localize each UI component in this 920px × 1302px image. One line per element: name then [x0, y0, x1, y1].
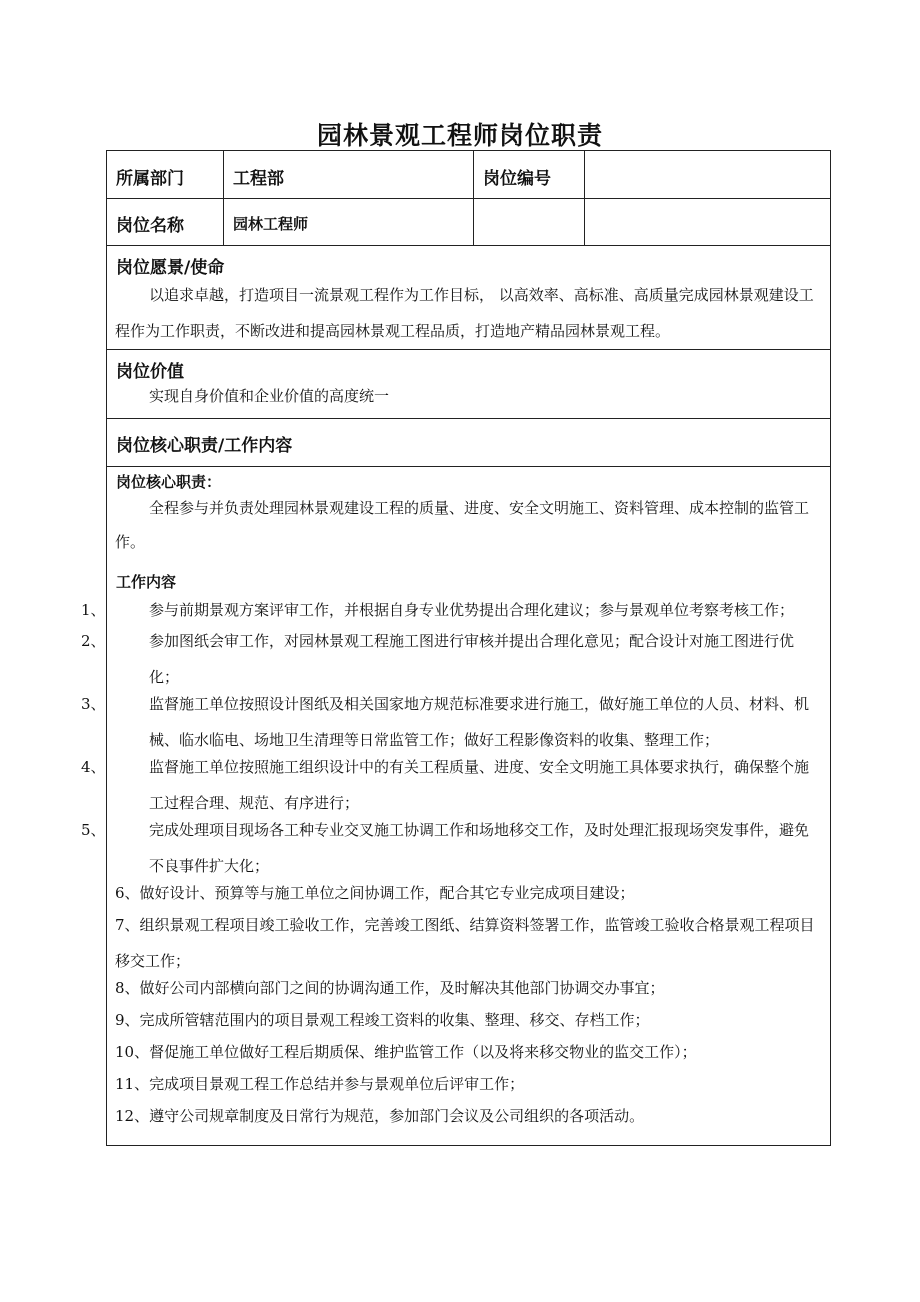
list-item: 4、 监督施工单位按照施工组织设计中的有关工程质量、进度、安全文明施工具体要求执行，确保整个施工过程合理、规范、有序进行；: [81, 758, 810, 812]
position-name-label: 岗位名称: [116, 216, 184, 236]
list-item: 9、完成所管辖范围内的项目景观工程竣工资料的收集、整理、移交、存档工作；: [115, 1011, 650, 1029]
row-divider: [107, 418, 830, 419]
dept-label: 所属部门: [116, 169, 184, 189]
col-divider: [584, 151, 585, 245]
duty-heading: 岗位核心职责：: [116, 473, 222, 491]
col-divider: [223, 151, 224, 245]
list-item: 12、遵守公司规章制度及日常行为规范，参加部门会议及公司组织的各项活动。: [115, 1107, 645, 1125]
list-item: 8、做好公司内部横向部门之间的协调沟通工作，及时解决其他部门协调交办事宜；: [115, 979, 665, 997]
work-heading: 工作内容: [116, 573, 177, 591]
list-item: 6、做好设计、预算等与施工单位之间协调工作，配合其它专业完成项目建设；: [115, 884, 635, 902]
row-divider: [107, 245, 830, 246]
list-item: 2、 参加图纸会审工作，对园林景观工程施工图进行审核并提出合理化意见；配合设计对施工图进行优化；: [81, 632, 795, 686]
list-item: 3、 监督施工单位按照设计图纸及相关国家地方规范标准要求进行施工，做好施工单位的人员、材料、机械、临水临电、场地卫生清理等日常监管工作；做好工程影像资料的收集、整理工作；: [81, 695, 810, 749]
col-divider: [473, 151, 474, 245]
vision-heading: 岗位愿景/使命: [116, 258, 225, 278]
value-heading: 岗位价值: [116, 362, 184, 382]
vision-text: 以追求卓越，打造项目一流景观工程作为工作目标， 以高效率、高标准、高质量完成园林景观建设工程作为工作职责，不断改进和提高园林景观工程品质，打造地产精品园林景观工程。: [115, 286, 814, 340]
position-name-value: 园林工程师: [233, 215, 309, 233]
row-divider: [107, 349, 830, 350]
row-divider: [107, 466, 830, 467]
list-item: 5、 完成处理项目现场各工种专业交叉施工协调工作和场地移交工作，及时处理汇报现场突发事件，避免不良事件扩大化；: [81, 821, 810, 875]
row-divider: [107, 198, 830, 199]
dept-value: 工程部: [233, 169, 284, 189]
list-item: 7、组织景观工程项目竣工验收工作，完善竣工图纸、结算资料签署工作，监管竣工验收合格景观工程项目移交工作；: [115, 916, 815, 970]
duty-text: 全程参与并负责处理园林景观建设工程的质量、进度、安全文明施工、资料管理、成本控制的监管工作。: [115, 499, 810, 551]
list-item: 1、 参与前期景观方案评审工作，并根据自身专业优势提出合理化建议；参与景观单位考察考核工作；: [81, 601, 795, 619]
value-text: 实现自身价值和企业价值的高度统一: [149, 387, 390, 405]
duty-table: [81, 150, 831, 1146]
list-item: 10、督促施工单位做好工程后期质保、维护监管工作（以及将来移交物业的监交工作）；: [115, 1043, 697, 1061]
core-heading: 岗位核心职责/工作内容: [116, 436, 293, 456]
page-title: 园林景观工程师岗位职责: [316, 121, 603, 150]
list-item: 11、完成项目景观工程工作总结并参与景观单位后评审工作；: [115, 1075, 525, 1093]
code-label: 岗位编号: [483, 169, 551, 189]
